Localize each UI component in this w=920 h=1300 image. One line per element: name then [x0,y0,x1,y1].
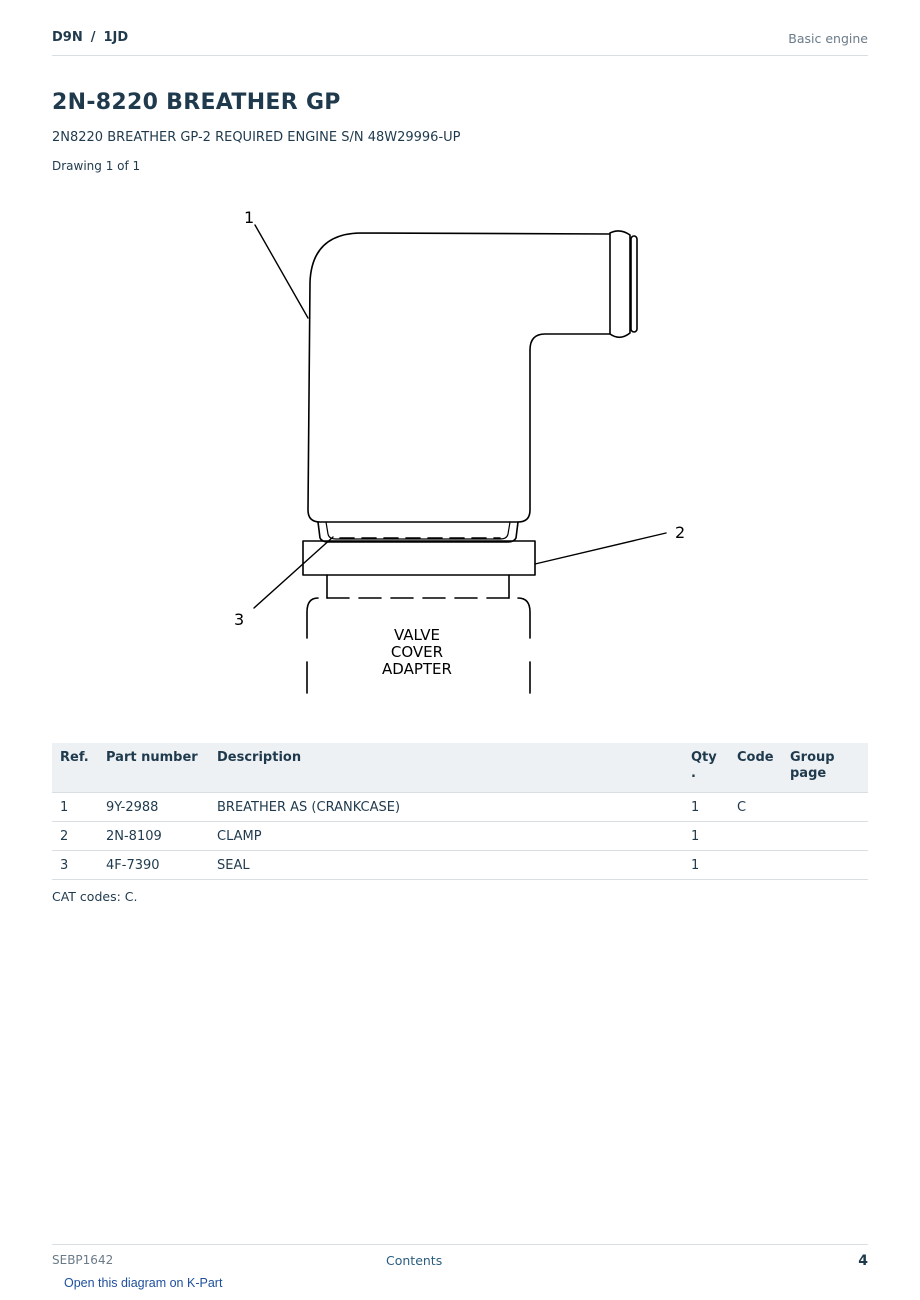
clamp [303,541,535,575]
cell-description: SEAL [209,850,683,879]
table-row [52,850,868,879]
breadcrumb [52,30,128,45]
cell-part-number[interactable]: 2N-8109 [98,821,209,850]
open-kpart-link[interactable]: Open this diagram on K-Part [64,1276,223,1290]
callout-2-leader [535,533,666,564]
page-number: 4 [858,1253,868,1269]
cell-qty: 1 [683,792,729,821]
cat-codes-note: CAT codes: C. [52,889,138,904]
header-qty [683,743,729,792]
callout-3-leader [254,537,333,608]
table-row [52,821,868,850]
footer-divider [52,1244,868,1245]
header-qty-line-1: Qty [691,750,717,765]
page-header [52,28,868,56]
page-subtitle: 2N8220 BREATHER GP-2 REQUIRED ENGINE S/N 48W29996-UP [52,130,461,145]
callout-1-leader [255,225,308,318]
header-part-number: Part number [98,743,209,792]
cell-group-page [782,821,868,850]
cell-qty: 1 [683,821,729,850]
header-group-page [782,743,868,792]
breadcrumb-serial-prefix[interactable]: 1JD [103,30,129,45]
document-id: SEBP1642 [52,1253,114,1267]
cell-ref: 1 [52,792,98,821]
contents-link[interactable]: Contents [386,1253,443,1268]
parts-diagram [200,200,720,700]
callout-3-label: 3 [234,610,245,629]
callout-2-label: 2 [675,523,686,542]
section-name: Basic engine [788,31,868,46]
cell-group-page [782,792,868,821]
drawing-counter: Drawing 1 of 1 [52,159,141,173]
header-group-line-1: Group [790,750,835,765]
breadcrumb-separator: / [90,30,96,45]
page-title: 2N-8220 BREATHER GP [52,90,341,115]
table-header-row [52,743,868,792]
header-ref: Ref. [52,743,98,792]
cell-description: BREATHER AS (CRANKCASE) [209,792,683,821]
header-code: Code [729,743,782,792]
cell-group-page [782,850,868,879]
breather-body [308,233,610,522]
cell-part-number[interactable]: 9Y-2988 [98,792,209,821]
cell-part-number[interactable]: 4F-7390 [98,850,209,879]
adapter-text-line-1: VALVE [393,626,441,644]
header-description: Description [209,743,683,792]
cell-description: CLAMP [209,821,683,850]
breather-outlet-flange [610,231,630,337]
cell-ref: 2 [52,821,98,850]
adapter-text-line-3: ADAPTER [382,660,452,678]
callout-1-label: 1 [244,208,255,227]
table-row [52,792,868,821]
cell-qty: 1 [683,850,729,879]
breadcrumb-model[interactable]: D9N [52,30,83,45]
cell-code [729,850,782,879]
adapter-text-line-2: COVER [390,643,444,661]
cell-code [729,821,782,850]
cell-ref: 3 [52,850,98,879]
header-qty-line-2: . [691,766,696,781]
parts-table [52,743,868,880]
header-group-line-2: page [790,766,827,781]
cell-code: C [729,792,782,821]
